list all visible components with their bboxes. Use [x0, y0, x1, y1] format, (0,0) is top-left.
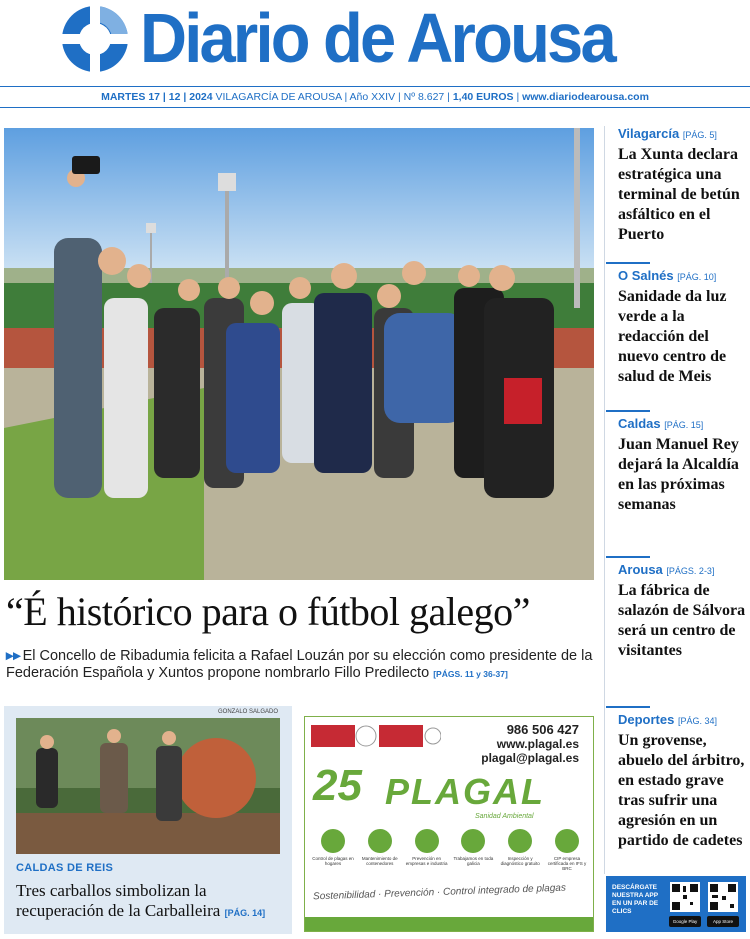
sidebar-item[interactable] — [606, 706, 746, 851]
map-icon — [461, 829, 485, 853]
caldas-photo[interactable] — [16, 718, 280, 854]
plagal-ad[interactable] — [304, 716, 594, 932]
house-icon — [321, 829, 345, 853]
caldas-story-box[interactable] — [4, 706, 292, 934]
double-arrow-icon: ▸▸ — [6, 648, 21, 664]
service-item — [405, 829, 449, 871]
sidebar-pages: [PÁG. 34] — [677, 716, 718, 726]
certification-badges-icon — [311, 725, 441, 747]
service-label: Prevención en empresas e industria — [405, 856, 448, 866]
ad-footer-band — [305, 917, 594, 931]
qr-code-icon[interactable] — [708, 882, 738, 912]
service-item — [498, 829, 542, 871]
service-item — [451, 829, 495, 871]
ad-email[interactable]: plagal@plagal.es — [481, 751, 579, 765]
service-label: Trabajamos en toda galicia — [453, 856, 494, 866]
dateline-separator: | — [516, 91, 520, 103]
sidebar-pages: [PÁG. 10] — [677, 272, 717, 282]
app-download-text: DESCÁRGATE NUESTRA APP EN UN PAR DE CLICS — [612, 884, 659, 915]
caldas-section: CALDAS DE REIS — [16, 862, 114, 874]
ad-brand: PLAGAL — [385, 771, 545, 812]
sidebar-pages: [PÁGS. 2-3] — [666, 566, 715, 576]
dateline — [0, 86, 750, 108]
service-label: Mantenimiento de contenedores — [361, 856, 398, 866]
ad-slogan: Sostenibilidad · Prevención · Control integrado de plagas — [312, 882, 567, 903]
service-item — [311, 829, 355, 871]
photo-credit: GONZALO SALGADO — [217, 709, 278, 715]
app-download-box[interactable] — [606, 876, 746, 932]
service-label: CIP empresa certificada en IFS y BRC — [547, 856, 587, 871]
sidebar-headline[interactable]: Un grovense, abuelo del árbitro, en estado grave tras sufrir una agresión en un partido de cadetes — [618, 732, 745, 849]
main-deck-text: El Concello de Ribadumia felicita a Rafael Louzán por su elección como presidente de la Federación Española y Xuntos propone nombrarlo Fillo Predilecto — [6, 648, 593, 681]
ad-brand-sub: Sanidad Ambiental — [475, 813, 534, 820]
main-deck — [6, 648, 596, 683]
sidebar-section: Vilagarcía — [618, 126, 680, 141]
service-label: Control de plagas en hogares — [312, 856, 354, 866]
sidebar-rule — [606, 706, 650, 708]
service-item — [545, 829, 589, 871]
ad-services — [311, 829, 589, 871]
main-headline[interactable]: “É histórico para o fútbol galego” — [6, 589, 530, 634]
sidebar-headline[interactable]: La Xunta declara estratégica una terminal de betún asfáltico en el Puerto — [618, 146, 740, 243]
certificate-icon — [555, 829, 579, 853]
sidebar-item[interactable] — [606, 556, 746, 661]
sidebar-headline[interactable]: Sanidade da luz verde a la redacción del nuevo centro de salud de Meis — [618, 288, 727, 385]
sidebar-section: O Salnés — [618, 268, 674, 283]
service-label: Inspección y diagnóstico gratuito — [500, 856, 540, 866]
website-link[interactable]: www.diariodearousa.com — [522, 91, 649, 103]
sidebar-headline[interactable]: La fábrica de salazón de Sálvora será un centro de visitantes — [618, 582, 746, 659]
sidebar-rule — [606, 410, 650, 412]
ad-contact — [481, 723, 579, 765]
container-icon — [368, 829, 392, 853]
ad-web[interactable]: www.plagal.es — [496, 737, 579, 751]
factory-icon — [415, 829, 439, 853]
leaf-icon — [508, 829, 532, 853]
main-photo-illustration — [4, 128, 594, 580]
main-pages: [PÁGS. 11 y 36-37] — [433, 669, 508, 679]
sidebar-rule — [606, 262, 650, 264]
issue-price: 1,40 EUROS — [452, 91, 514, 103]
main-photo[interactable] — [4, 128, 594, 580]
caldas-photo-illustration — [16, 718, 280, 854]
sidebar-section: Caldas — [618, 416, 661, 431]
app-store-badge[interactable]: App Store — [707, 916, 739, 927]
sidebar-pages: [PÁG. 5] — [682, 130, 717, 140]
sidebar-rule — [606, 556, 650, 558]
sidebar-pages: [PÁG. 15] — [664, 420, 704, 430]
sidebar-section: Arousa — [618, 562, 663, 577]
sidebar-item[interactable] — [606, 262, 746, 387]
qr-code-icon[interactable] — [670, 882, 700, 912]
sidebar-item[interactable] — [606, 410, 746, 515]
sidebar-section: Deportes — [618, 712, 675, 727]
issue-place: VILAGARCÍA DE AROUSA | Año XXIV | Nº 8.627 | — [215, 91, 450, 103]
caldas-headline[interactable] — [16, 881, 286, 923]
sidebar-headline[interactable]: Juan Manuel Rey dejará la Alcaldía en las próximas semanas — [618, 436, 739, 513]
google-play-badge[interactable]: Google Play — [669, 916, 701, 927]
sidebar-item[interactable] — [606, 126, 746, 245]
newspaper-title[interactable]: Diario de Arousa — [140, 0, 614, 77]
sidebar-divider — [604, 126, 605, 874]
ad-anniversary-number: 25 — [313, 761, 362, 810]
logo-mark-icon — [60, 4, 130, 74]
masthead — [0, 0, 750, 84]
ad-phone[interactable]: 986 506 427 — [506, 722, 579, 737]
issue-date: MARTES 17 | 12 | 2024 — [101, 91, 213, 103]
service-item — [358, 829, 402, 871]
caldas-pages: [PÁG. 14] — [224, 908, 266, 918]
caldas-headline-text: Tres carballos simbolizan la recuperación de la Carballeira — [16, 881, 221, 920]
